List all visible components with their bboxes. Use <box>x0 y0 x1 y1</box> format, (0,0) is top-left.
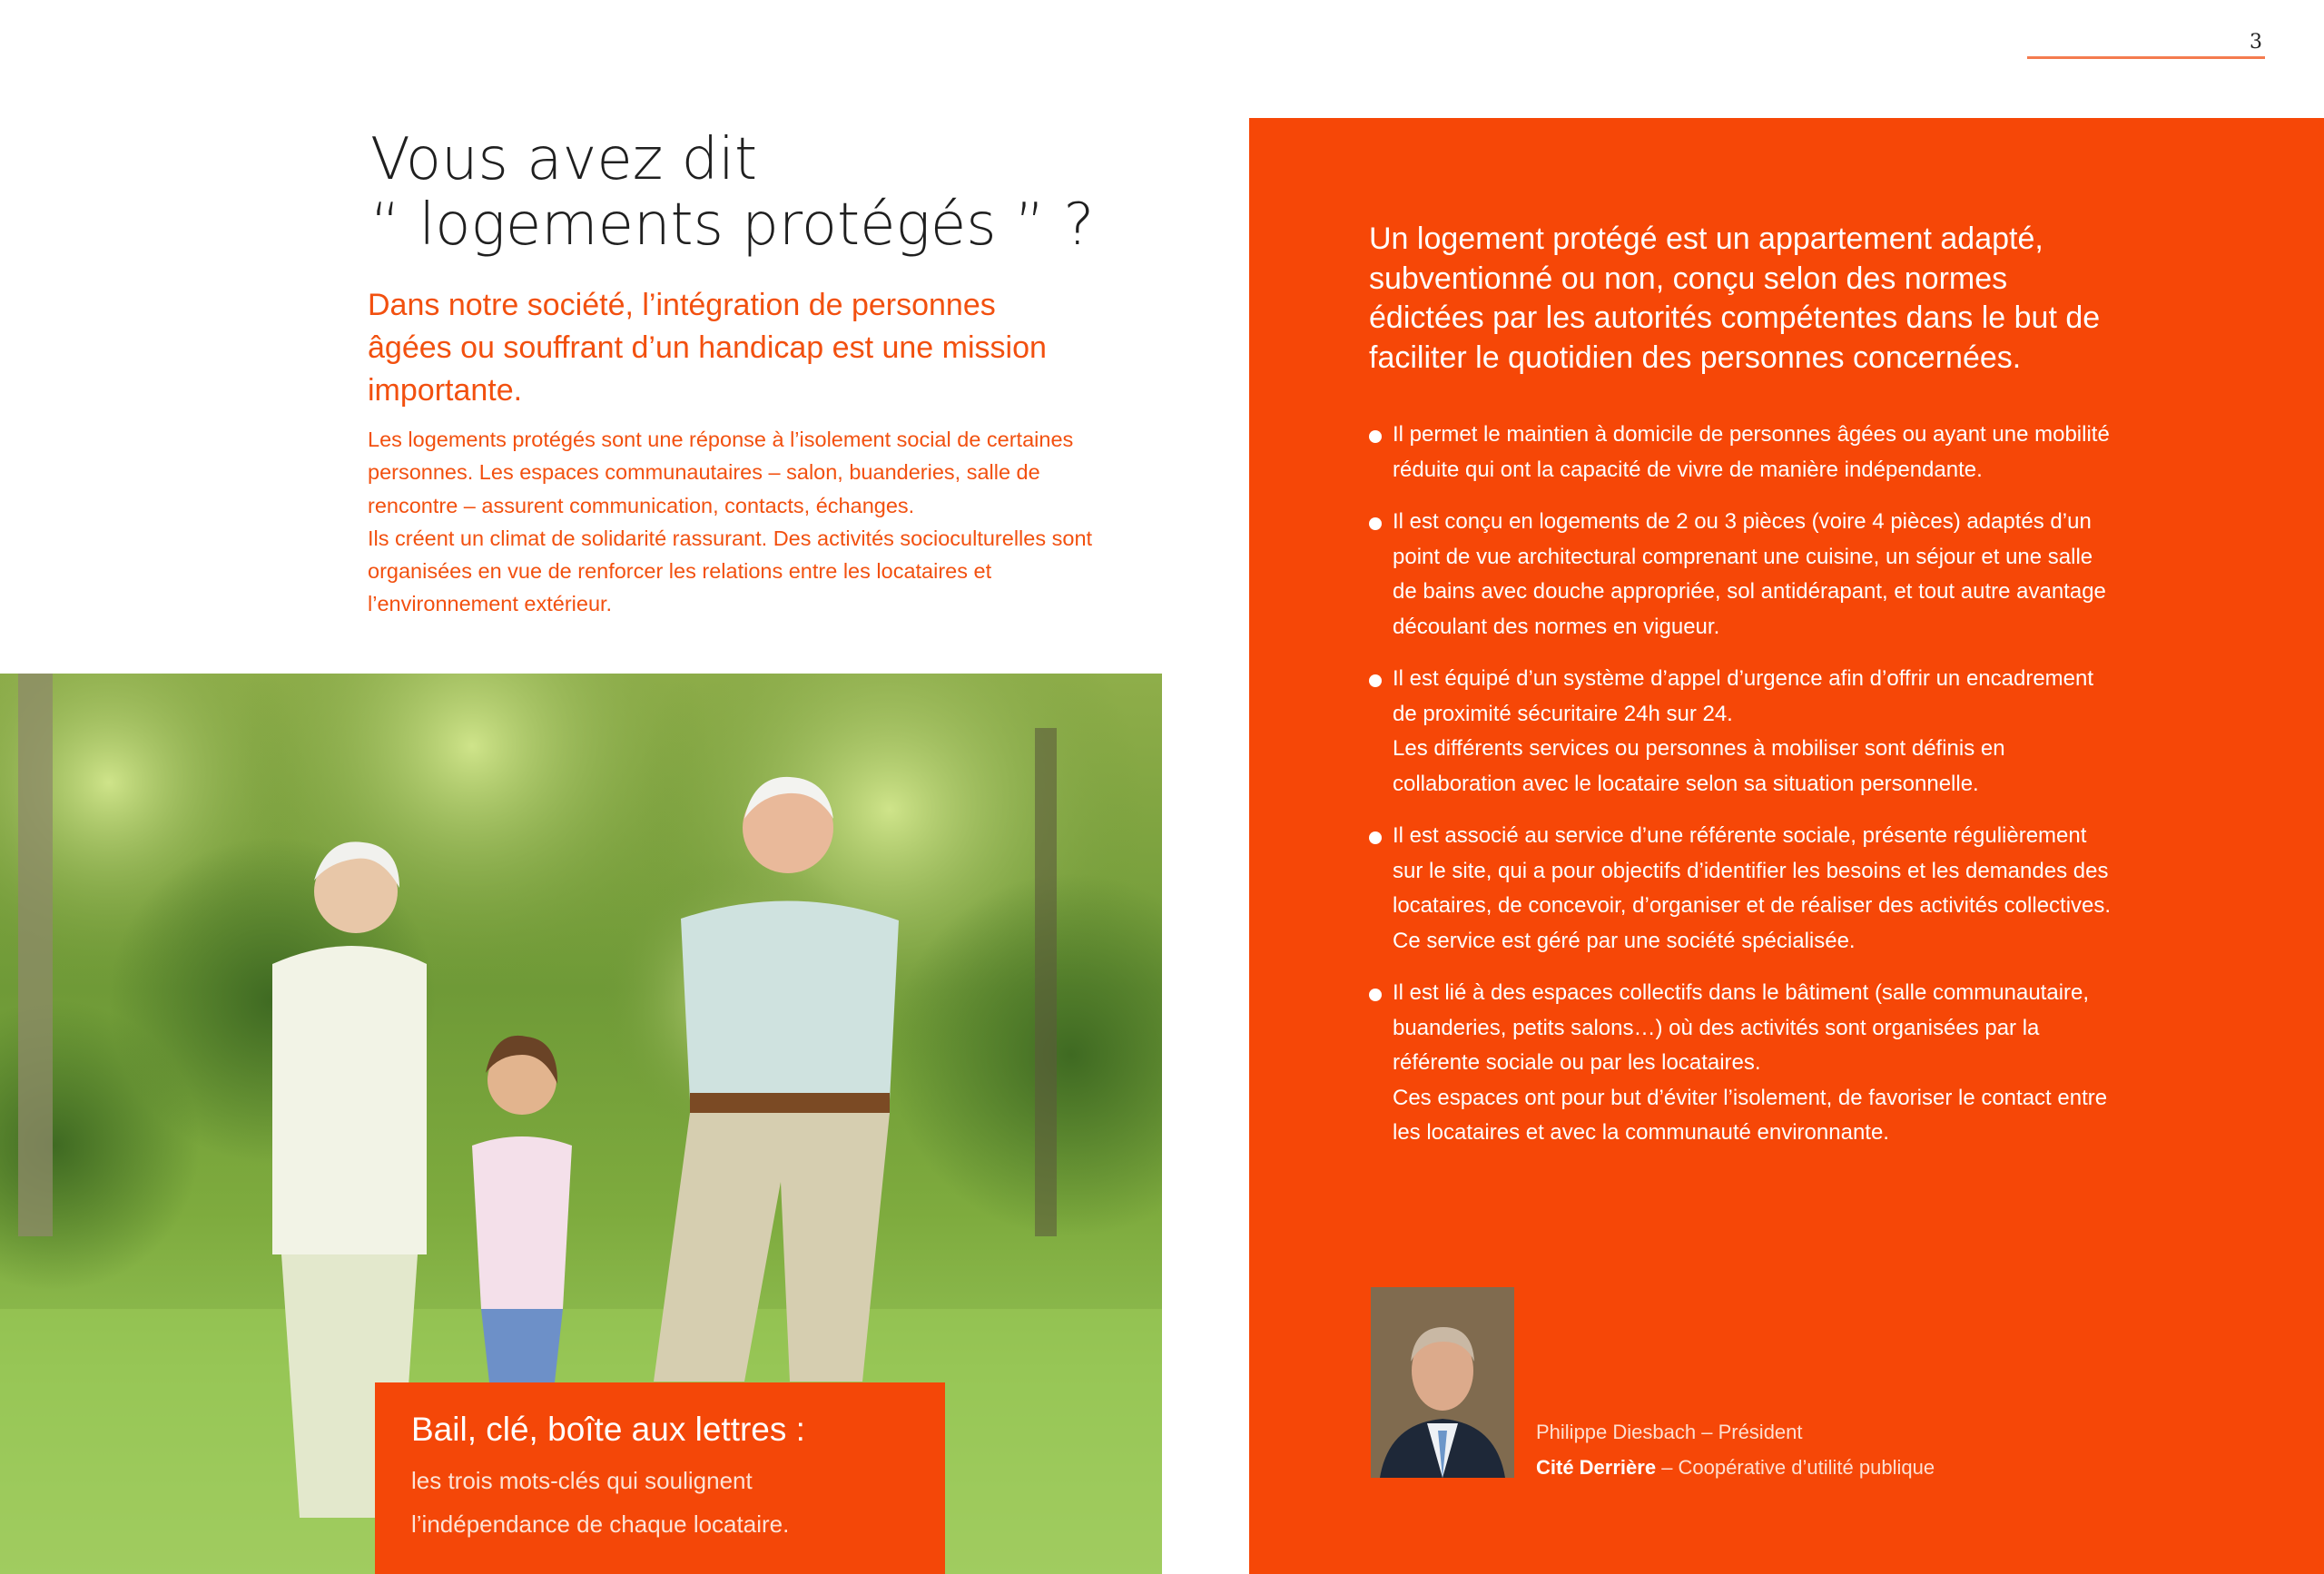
bullet-text: Il est équipé d’un système d’appel d’urgence afin d’offrir un encadrement de proximité sécuritaire 24h sur 24. <box>1393 666 2094 726</box>
page-title <box>370 127 1187 258</box>
page-number: 3 <box>2250 31 2262 54</box>
bullet-text-continued: Les différents services ou personnes à mobiliser sont définis en collaboration avec le locataire selon sa situation personnelle. <box>1393 736 2005 796</box>
bullet-text: Il permet le maintien à domicile de personnes âgées ou ayant une mobilité réduite qui ont la capacité de vivre de manière indépendante. <box>1393 422 2110 482</box>
organization-description: – Coopérative d’utilité publique <box>1656 1456 1935 1479</box>
signature-name: Philippe Diesbach – Président <box>1536 1421 1803 1443</box>
callout-title: Bail, clé, boîte aux lettres : <box>411 1411 805 1448</box>
body-paragraph-2: Ils créent un climat de solidarité rassurant. Des activités socioculturelles sont organisées en vue de renforcer les relations entre les locataires et l’environnement extérieur. <box>368 526 1093 616</box>
title-line-1: Vous avez dit <box>370 126 758 193</box>
bullet-item <box>1367 976 2112 1151</box>
signature-block <box>1536 1414 2081 1485</box>
page-number-rule <box>2027 56 2265 59</box>
info-panel <box>1249 118 2324 1574</box>
callout-text: les trois mots-clés qui soulignent l’indépendance de chaque locataire. <box>411 1467 790 1538</box>
bullet-item <box>1367 505 2112 644</box>
lead-paragraph: Dans notre société, l’intégration de personnes âgées ou souffrant d’un handicap est une mission importante. <box>368 288 1047 408</box>
title-line-2: “ logements protégés ” ? <box>370 192 1095 259</box>
bullet-text-continued: Ces espaces ont pour but d’éviter l’isolement, de favoriser le contact entre les locataires et avec la communauté environnante. <box>1393 1085 2108 1145</box>
body-text <box>368 423 1094 621</box>
body-paragraph-1: Les logements protégés sont une réponse à l’isolement social de certaines personnes. Les espaces communautaires – salon, buanderies, salle de rencontre – assurent communication, contacts, échanges. <box>368 428 1074 517</box>
bullet-text: Il est associé au service d’une référente sociale, présente régulièrement sur le site, qui a pour objectifs d’identifier les besoins et les demandes des locataires, de concevoir, d’organiser et de réaliser des activités collectives. Ce service est géré par une société spécialisée. <box>1393 823 2112 953</box>
bullet-text: Il est conçu en logements de 2 ou 3 pièces (voire 4 pièces) adaptés d’un point de vue architectural comprenant une cuisine, un séjour et une salle de bains avec douche appropriée, sol antidérapant, et tout autre avantage découlant des normes en vigueur. <box>1393 509 2106 639</box>
organization-name: Cité Derrière <box>1536 1456 1657 1479</box>
bullet-item <box>1367 819 2112 959</box>
portrait-illustration <box>1371 1287 1514 1478</box>
bullet-text: Il est lié à des espaces collectifs dans le bâtiment (salle communautaire, buanderies, petits salons…) où des activités sont organisées par la référente sociale ou par les locataires. <box>1393 980 2090 1075</box>
signature-organization <box>1536 1450 2081 1485</box>
panel-intro: Un logement protégé est un appartement adapté, subventionné ou non, conçu selon des normes édictées par les autorités compétentes dans le but de faciliter le quotidien des personnes concernées. <box>1369 221 2101 375</box>
bullet-item <box>1367 418 2112 487</box>
president-portrait <box>1371 1287 1514 1478</box>
bullet-list <box>1367 418 2112 1168</box>
bullet-item <box>1367 662 2112 802</box>
callout-box <box>375 1382 945 1574</box>
